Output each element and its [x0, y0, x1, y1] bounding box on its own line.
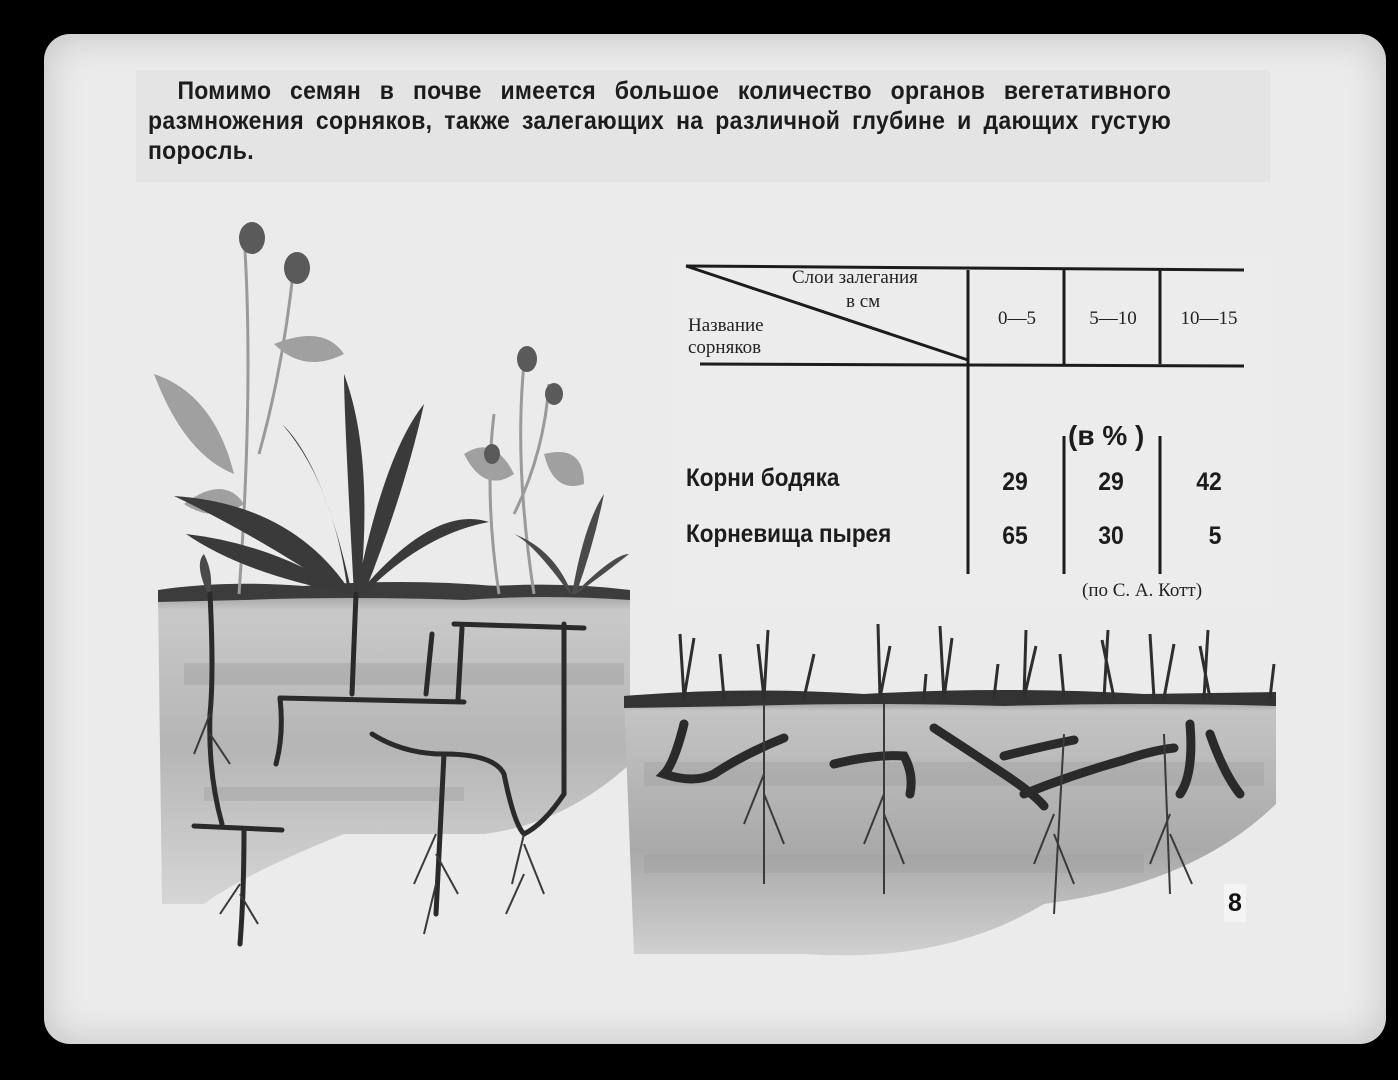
table-source: (по С. А. Котт) — [1082, 580, 1203, 601]
table-header-bottom-line2: сорняков — [688, 337, 762, 358]
cell-couch-10-15: 5 — [1208, 522, 1222, 550]
table-header-top-line2: в см — [846, 291, 881, 312]
cell-couch-5-10: 30 — [1098, 522, 1124, 550]
caption: Помимо семян в почве имеется большое количество органов вегетативного размножения сорняков, также залегающих на различной глубине и дающих густую поросль. — [148, 77, 1172, 165]
cell-couch-0-5: 65 — [1002, 522, 1028, 550]
unit-label: (в % ) — [1068, 420, 1145, 451]
table-header-top-line1: Слои залегания — [792, 267, 918, 288]
column-header-10-15: 10—15 — [1180, 308, 1238, 329]
cell-thistle-5-10: 29 — [1098, 468, 1124, 496]
row-label-thistle-roots: Корни бодяка — [686, 464, 840, 492]
column-header-0-5: 0—5 — [998, 308, 1036, 329]
row-label-couch-grass-rhizomes: Корневища пырея — [686, 520, 892, 548]
column-header-5-10: 5—10 — [1089, 308, 1137, 329]
cell-thistle-0-5: 29 — [1002, 468, 1028, 496]
cell-thistle-10-15: 42 — [1196, 468, 1222, 496]
table-header-bottom-line1: Название — [688, 315, 764, 336]
page-number: 8 — [1224, 884, 1246, 922]
slide — [44, 34, 1386, 1044]
